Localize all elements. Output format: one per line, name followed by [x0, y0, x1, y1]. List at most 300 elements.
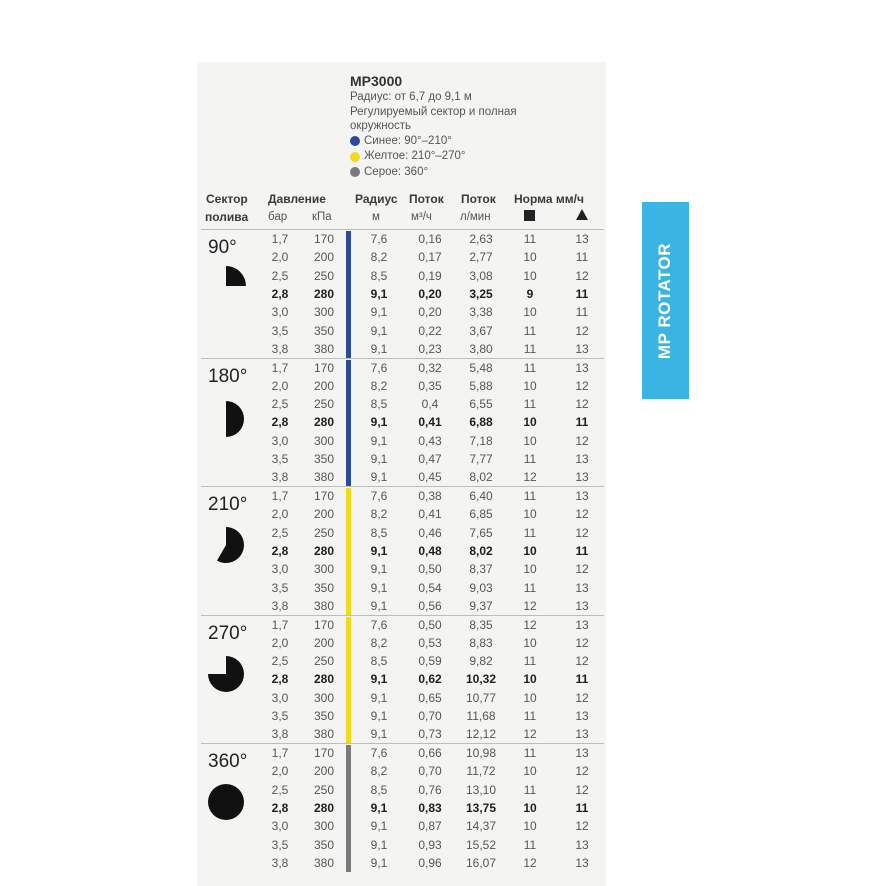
- table-cell: 2,0: [271, 507, 289, 522]
- table-cell: 3,0: [271, 819, 289, 834]
- table-cell: 0,41: [418, 507, 442, 522]
- table-cell: 7,6: [370, 360, 388, 375]
- table-row: [201, 817, 604, 835]
- table-cell: 9,1: [370, 415, 388, 430]
- table-cell: 300: [313, 690, 335, 705]
- table-row: [201, 432, 604, 450]
- table-cell: 11,68: [466, 709, 496, 723]
- table-cell: 10: [523, 800, 537, 815]
- table-row: [201, 468, 604, 486]
- header-flow-lpm-unit: л/мин: [460, 211, 491, 223]
- table-cell: 170: [313, 617, 335, 632]
- yellow-dot-icon: [350, 152, 360, 162]
- table-cell: 300: [313, 305, 335, 320]
- table-cell: 380: [313, 855, 335, 870]
- radius-range: Радиус: от 6,7 до 9,1 м: [350, 91, 472, 103]
- table-cell: 12,12: [465, 727, 497, 742]
- triangle-spacing-icon: [576, 209, 588, 220]
- table-cell: 3,0: [271, 433, 289, 448]
- table-cell: 170: [313, 746, 335, 760]
- table-cell: 12: [575, 690, 589, 705]
- table-cell: 350: [313, 709, 335, 723]
- table-row: [201, 762, 604, 780]
- table-cell: 0,70: [418, 764, 442, 779]
- header-flow-m3-unit: м³/ч: [411, 211, 432, 223]
- table-cell: 11: [523, 709, 537, 723]
- side-tab-label: MP ROTATOR: [655, 242, 675, 359]
- header-sector-1: Сектор: [206, 192, 248, 206]
- table-cell: 1,7: [271, 232, 289, 246]
- table-cell: 0,59: [418, 654, 442, 669]
- table-cell: 10,77: [465, 690, 497, 705]
- table-cell: 10: [523, 433, 537, 448]
- table-cell: 8,37: [469, 562, 493, 577]
- table-cell: 3,08: [469, 268, 493, 283]
- table-cell: 0,45: [418, 470, 442, 485]
- table-cell: 12: [575, 268, 589, 283]
- table-cell: 6,55: [469, 397, 493, 412]
- sector-label: 210°: [208, 494, 248, 515]
- table-cell: 2,8: [271, 286, 289, 301]
- table-cell: 3,8: [271, 470, 289, 485]
- table-cell: 8,83: [469, 635, 493, 650]
- table-cell: 9,37: [469, 598, 493, 613]
- table-cell: 10: [523, 415, 537, 430]
- table-cell: 10: [523, 635, 537, 650]
- table-cell: 15,52: [465, 837, 497, 852]
- table-cell: 13: [575, 746, 589, 760]
- table-cell: 7,6: [370, 746, 388, 760]
- table-cell: 2,5: [271, 782, 289, 797]
- table-cell: 280: [313, 543, 335, 558]
- table-cell: 13: [575, 580, 589, 595]
- sector-group: [201, 615, 604, 745]
- table-cell: 2,77: [469, 250, 493, 265]
- table-row: [201, 542, 604, 560]
- table-row: [201, 707, 604, 725]
- header-sector-2: полива: [205, 210, 249, 224]
- sector-label: 360°: [208, 751, 248, 772]
- table-cell: 8,2: [370, 378, 388, 393]
- table-row: [201, 230, 604, 248]
- sector-label: 90°: [208, 237, 237, 258]
- table-cell: 13: [575, 855, 589, 870]
- table-cell: 11: [523, 232, 537, 246]
- table-cell: 0,53: [418, 635, 442, 650]
- table-cell: 11: [523, 397, 537, 412]
- table-cell: 9,03: [469, 580, 493, 595]
- table-row: [201, 359, 604, 377]
- table-row: [201, 248, 604, 266]
- table-cell: 12: [575, 378, 589, 393]
- table-cell: 350: [313, 837, 335, 852]
- table-cell: 12: [523, 470, 537, 485]
- table-cell: 300: [313, 819, 335, 834]
- table-cell: 13: [575, 617, 589, 632]
- side-tab: [642, 202, 689, 399]
- table-cell: 11: [523, 452, 537, 466]
- table-row: [201, 597, 604, 615]
- table-cell: 0,76: [418, 782, 442, 797]
- table-cell: 7,18: [469, 433, 493, 448]
- table-cell: 10: [523, 507, 537, 522]
- table-cell: 11: [523, 360, 537, 375]
- table-row: [201, 450, 604, 468]
- table-cell: 3,0: [271, 562, 289, 577]
- table-row: [201, 524, 604, 542]
- table-row: [201, 487, 604, 505]
- table-cell: 13: [575, 598, 589, 613]
- table-cell: 11: [575, 543, 589, 558]
- table-cell: 9,1: [370, 323, 388, 338]
- table-cell: 11: [523, 654, 537, 669]
- table-cell: 7,77: [469, 452, 493, 466]
- table-cell: 0,20: [418, 286, 442, 301]
- table-row: [201, 505, 604, 523]
- table-cell: 12: [575, 654, 589, 669]
- table-cell: 170: [313, 489, 335, 503]
- table-cell: 10: [523, 690, 537, 705]
- legend-yellow: [350, 149, 610, 165]
- table-cell: 380: [313, 341, 335, 356]
- table-cell: 350: [313, 580, 335, 595]
- table-cell: 3,80: [469, 341, 493, 356]
- table-cell: 250: [313, 654, 335, 669]
- table-cell: 9,1: [370, 433, 388, 448]
- table-cell: 10: [523, 543, 537, 558]
- table-cell: 12: [575, 764, 589, 779]
- table-cell: 9,1: [370, 470, 388, 485]
- table-cell: 0,19: [418, 268, 442, 283]
- table-cell: 7,6: [370, 232, 388, 246]
- table-cell: 10: [523, 672, 537, 687]
- table-row: [201, 799, 604, 817]
- table-cell: 12: [523, 727, 537, 742]
- table-cell: 9: [526, 286, 534, 301]
- table-row: [201, 744, 604, 762]
- table-cell: 12: [523, 617, 537, 632]
- table-cell: 3,0: [271, 690, 289, 705]
- table-cell: 9,1: [370, 819, 388, 834]
- table-cell: 1,7: [271, 746, 289, 760]
- table-cell: 12: [575, 433, 589, 448]
- table-cell: 3,25: [469, 286, 493, 301]
- table-cell: 200: [313, 378, 335, 393]
- table-cell: 8,2: [370, 635, 388, 650]
- table-cell: 8,5: [370, 525, 388, 540]
- table-cell: 11: [523, 746, 537, 760]
- legend-gray-label: Серое: 360°: [364, 165, 429, 178]
- table-cell: 10: [523, 819, 537, 834]
- table-cell: 12: [575, 507, 589, 522]
- table-cell: 380: [313, 598, 335, 613]
- table-cell: 380: [313, 727, 335, 742]
- table-cell: 13,75: [465, 800, 497, 815]
- table-cell: 10: [523, 764, 537, 779]
- table-cell: 6,88: [469, 415, 493, 430]
- table-cell: 3,5: [271, 837, 289, 852]
- table-row: [201, 395, 604, 413]
- table-cell: 11: [575, 305, 589, 320]
- table-cell: 280: [313, 415, 335, 430]
- table-cell: 0,41: [418, 415, 442, 430]
- table-cell: 0,66: [418, 746, 442, 760]
- table-cell: 0,43: [418, 433, 442, 448]
- header-radius: Радиус: [355, 192, 398, 206]
- table-cell: 3,8: [271, 341, 289, 356]
- table-cell: 200: [313, 507, 335, 522]
- table-cell: 0,50: [418, 562, 442, 577]
- sector-description-2: окружность: [350, 120, 412, 132]
- table-cell: 14,37: [465, 819, 497, 834]
- table-row: [201, 689, 604, 707]
- header-pressure: Давление: [268, 192, 326, 206]
- table-row: [201, 377, 604, 395]
- table-cell: 0,93: [418, 837, 442, 852]
- legend-blue: [350, 134, 610, 150]
- table-cell: 10: [523, 305, 537, 320]
- table-cell: 3,0: [271, 305, 289, 320]
- table-cell: 12: [575, 635, 589, 650]
- table-cell: 10: [523, 378, 537, 393]
- table-cell: 0,50: [418, 617, 442, 632]
- table-row: [201, 560, 604, 578]
- table-cell: 8,5: [370, 654, 388, 669]
- table-row: [201, 267, 604, 285]
- table-cell: 12: [575, 782, 589, 797]
- table-row: [201, 652, 604, 670]
- table-cell: 0,17: [418, 250, 442, 265]
- table-cell: 3,8: [271, 727, 289, 742]
- table-cell: 6,85: [469, 507, 493, 522]
- table-cell: 0,4: [421, 397, 439, 412]
- table-cell: 250: [313, 268, 335, 283]
- table-cell: 2,5: [271, 268, 289, 283]
- table-cell: 11,72: [466, 764, 496, 779]
- table-cell: 170: [313, 232, 335, 246]
- table-cell: 0,56: [418, 598, 442, 613]
- table-cell: 11: [523, 782, 537, 797]
- table-cell: 12: [523, 855, 537, 870]
- table-cell: 170: [313, 360, 335, 375]
- table-cell: 9,1: [370, 543, 388, 558]
- table-cell: 13: [575, 341, 589, 356]
- table-cell: 11: [575, 800, 589, 815]
- table-row: [201, 725, 604, 743]
- table-cell: 13: [575, 837, 589, 852]
- table-cell: 2,5: [271, 397, 289, 412]
- table-cell: 0,73: [418, 727, 442, 742]
- table-cell: 9,1: [370, 286, 388, 301]
- sector-group: [201, 486, 604, 616]
- table-cell: 9,1: [370, 709, 388, 723]
- table-cell: 200: [313, 635, 335, 650]
- table-cell: 250: [313, 397, 335, 412]
- table-cell: 12: [575, 397, 589, 412]
- table-cell: 250: [313, 525, 335, 540]
- table-cell: 9,1: [370, 837, 388, 852]
- table-row: [201, 836, 604, 854]
- table-cell: 9,1: [370, 672, 388, 687]
- table-cell: 350: [313, 323, 335, 338]
- table-cell: 11: [523, 580, 537, 595]
- table-cell: 280: [313, 672, 335, 687]
- table-cell: 1,7: [271, 489, 289, 503]
- table-cell: 11: [523, 489, 537, 503]
- table-cell: 11: [523, 837, 537, 852]
- table-cell: 11: [575, 672, 589, 687]
- table-cell: 0,47: [418, 452, 442, 466]
- table-cell: 3,8: [271, 598, 289, 613]
- table-row: [201, 303, 604, 321]
- table-cell: 11: [523, 323, 537, 338]
- table-row: [201, 322, 604, 340]
- table-cell: 0,48: [418, 543, 442, 558]
- header-bar: бар: [268, 211, 288, 223]
- legend-yellow-label: Желтое: 210°–270°: [364, 150, 466, 162]
- table-cell: 9,1: [370, 580, 388, 595]
- table-cell: 0,46: [418, 525, 442, 540]
- product-info: [350, 72, 610, 180]
- table-cell: 2,8: [271, 672, 289, 687]
- table-cell: 2,8: [271, 800, 289, 815]
- sector-group: [201, 229, 604, 359]
- table-row: [201, 854, 604, 872]
- table-cell: 10: [523, 268, 537, 283]
- table-cell: 2,0: [271, 378, 289, 393]
- table-cell: 300: [313, 433, 335, 448]
- table-cell: 13: [575, 470, 589, 485]
- table-cell: 0,83: [418, 800, 442, 815]
- table-row: [201, 616, 604, 634]
- table-cell: 9,82: [469, 654, 493, 669]
- table-cell: 2,63: [469, 232, 493, 246]
- legend-blue-label: Синее: 90°–210°: [364, 134, 452, 147]
- table-cell: 9,1: [370, 562, 388, 577]
- table-cell: 8,35: [469, 617, 493, 632]
- table-cell: 3,38: [469, 305, 493, 320]
- table-cell: 300: [313, 562, 335, 577]
- table-cell: 3,5: [271, 709, 289, 723]
- sector-group: [201, 358, 604, 488]
- table-cell: 2,0: [271, 764, 289, 779]
- table-cell: 250: [313, 782, 335, 797]
- table-cell: 1,7: [271, 360, 289, 375]
- table-cell: 9,1: [370, 341, 388, 356]
- table-cell: 9,1: [370, 452, 388, 466]
- table-cell: 9,1: [370, 855, 388, 870]
- table-cell: 7,6: [370, 489, 388, 503]
- table-cell: 0,35: [418, 378, 442, 393]
- table-row: [201, 413, 604, 431]
- table-cell: 6,40: [469, 489, 493, 503]
- table-cell: 9,1: [370, 305, 388, 320]
- table-cell: 3,5: [271, 580, 289, 595]
- header-flow-m3: Поток: [409, 192, 444, 206]
- table-cell: 0,23: [418, 341, 442, 356]
- table-cell: 11: [575, 415, 589, 430]
- table-cell: 0,65: [418, 690, 442, 705]
- table-cell: 200: [313, 250, 335, 265]
- table-cell: 0,16: [418, 232, 442, 246]
- table-cell: 8,5: [370, 782, 388, 797]
- table-cell: 13: [575, 360, 589, 375]
- table-cell: 0,38: [418, 489, 442, 503]
- blue-dot-icon: [350, 136, 360, 146]
- table-cell: 8,5: [370, 268, 388, 283]
- table-cell: 280: [313, 800, 335, 815]
- table-cell: 8,2: [370, 507, 388, 522]
- table-cell: 0,62: [418, 672, 442, 687]
- table-cell: 13: [575, 709, 589, 723]
- table-cell: 12: [575, 562, 589, 577]
- table-cell: 11: [523, 341, 537, 356]
- table-cell: 11: [575, 286, 589, 301]
- table-cell: 0,70: [418, 709, 442, 723]
- sector-description-1: Регулируемый сектор и полная: [350, 105, 517, 118]
- table-row: [201, 634, 604, 652]
- table-cell: 2,8: [271, 415, 289, 430]
- table-cell: 10: [523, 250, 537, 265]
- table-cell: 9,1: [370, 598, 388, 613]
- table-cell: 10: [523, 562, 537, 577]
- table-cell: 380: [313, 470, 335, 485]
- table-cell: 12: [575, 525, 589, 540]
- sector-label: 180°: [208, 365, 248, 387]
- product-model: MP3000: [350, 73, 403, 89]
- table-cell: 12: [575, 819, 589, 834]
- table-cell: 13: [575, 452, 589, 466]
- table-cell: 350: [313, 452, 335, 466]
- header-radius-unit: м: [372, 211, 380, 223]
- table-row: [201, 670, 604, 688]
- header-flow-lpm: Поток: [461, 192, 496, 206]
- table-row: [201, 340, 604, 358]
- table-cell: 13,10: [465, 782, 497, 797]
- table-cell: 0,22: [418, 323, 442, 338]
- table-cell: 3,8: [271, 855, 289, 870]
- square-spacing-icon: [524, 210, 535, 221]
- table-cell: 7,6: [370, 617, 388, 632]
- table-cell: 16,07: [465, 855, 497, 870]
- table-cell: 5,48: [469, 360, 493, 375]
- legend-gray: [350, 165, 610, 181]
- table-cell: 3,5: [271, 323, 289, 338]
- table-row: [201, 579, 604, 597]
- table-cell: 0,32: [418, 360, 442, 375]
- table-cell: 2,0: [271, 635, 289, 650]
- table-cell: 0,87: [418, 819, 442, 834]
- table-row: [201, 781, 604, 799]
- table-cell: 5,88: [469, 378, 493, 393]
- table-cell: 11: [523, 525, 537, 540]
- table-cell: 200: [313, 764, 335, 779]
- table-cell: 10,98: [465, 746, 497, 760]
- table-cell: 12: [575, 323, 589, 338]
- table-cell: 2,0: [271, 250, 289, 265]
- table-cell: 8,02: [469, 543, 493, 558]
- header-norm: Норма мм/ч: [514, 192, 584, 206]
- table-cell: 8,2: [370, 250, 388, 265]
- table-cell: 9,1: [370, 690, 388, 705]
- table-cell: 8,2: [370, 764, 388, 779]
- table-cell: 7,65: [469, 525, 493, 540]
- table-cell: 13: [575, 489, 589, 503]
- table-cell: 10,32: [465, 672, 497, 687]
- table-cell: 3,67: [469, 323, 493, 338]
- table-cell: 0,20: [418, 305, 442, 320]
- table-cell: 0,96: [418, 855, 442, 870]
